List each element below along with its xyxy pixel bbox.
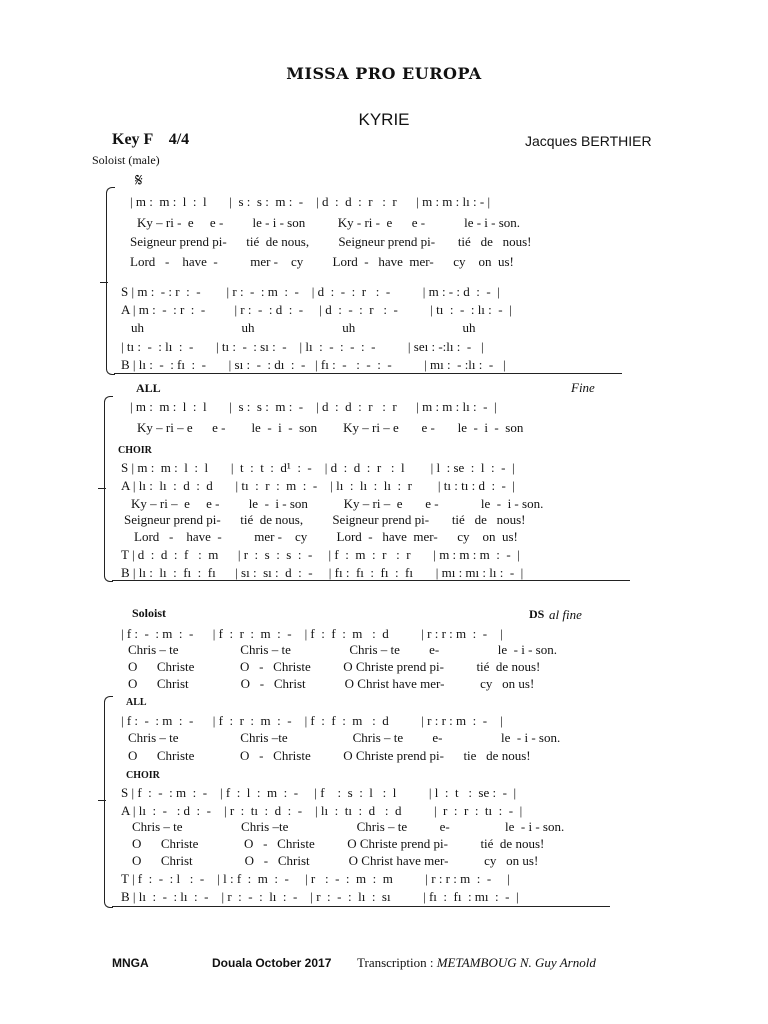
lyric-line-english: Lord - have - mer - cy Lord - have mer- cy on us! (130, 254, 514, 269)
choir-label: CHOIR (118, 445, 152, 456)
transcriber-name: METAMBOUG N. Guy Arnold (436, 955, 596, 970)
alto-line: A | lı : lı : d : d | tı : r : m : - | lı : lı : lı : r | tı : tı : d : - | (121, 478, 515, 493)
lyric-line-french: O Christe O - Christe O Christe prend pi- tié de nous! (128, 659, 541, 674)
soprano-line: S | f : - : m : - | f : l : m : - | f : s : l : l | l : t : se : - | (121, 785, 517, 800)
transcription-label: Transcription : (357, 955, 437, 970)
brace-point (100, 282, 108, 283)
alto-line: A | m : - : r : - | r : - : d : - | d : - : r : - | tı : - : lı : - | (121, 302, 512, 317)
system-rule (112, 906, 610, 907)
lyric-line-latin: Ky – ri - e e - le - i - son Ky - ri - e e - le - i - son. (137, 215, 521, 230)
lyric-line-latin: Chris – te Chris –te Chris – te e- le - i - son. (128, 730, 561, 745)
footer-transcription (357, 955, 596, 971)
system-rule (114, 373, 622, 374)
footer-initials: MNGA (112, 956, 149, 970)
fine-marker: Fine (571, 380, 595, 395)
brace-point (98, 800, 106, 801)
soprano-line: S | m : m : l : l | t : t : d¹ : - | d : d : r : l | l : se : l : - | (121, 460, 515, 475)
lyric-line-latin: Ky – ri – e e - le - i - son Ky – ri – e e - le - i - son (137, 420, 524, 435)
bass-line: B | lı : lı : fı : fı | sı : sı : d : - | fı : fı : fı : fı | mı : mı : lı : - | (121, 565, 524, 580)
alto-line: A | lı : - : d : - | r : tı : d : - | lı : tı : d : d | r : r : tı : - | (121, 803, 523, 818)
soloist-label: Soloist (male) (92, 153, 160, 167)
system-brace (104, 396, 113, 582)
choir-label: CHOIR (126, 770, 160, 781)
system-brace (104, 696, 113, 908)
all-label: ALL (136, 381, 161, 395)
tenor-line: | tı : - : lı : - | tı : - : sı : - | lı : - : - : - | seı : -:lı : - | (121, 339, 484, 354)
hum-lyric-line: uh uh uh uh (131, 320, 476, 335)
footer-date: Douala October 2017 (212, 956, 332, 970)
lyric-line-french: O Christe O - Christe O Christe prend pi- tié de nous! (132, 836, 545, 851)
lyric-line-english: Lord - have - mer - cy Lord - have mer- cy on us! (134, 529, 518, 544)
segno-icon: 𝄋 (135, 170, 143, 190)
lyric-line-french: O Christe O - Christe O Christe prend pi- tie de nous! (128, 748, 531, 763)
ds-marker: DS (529, 607, 545, 621)
soloist-label: Soloist (132, 606, 167, 620)
all-label: ALL (126, 697, 147, 708)
composer: Jacques BERTHIER (525, 133, 652, 149)
lyric-line-latin: Chris – te Chris –te Chris – te e- le - i - son. (132, 819, 565, 834)
lyric-line-french: Seigneur prend pi- tié de nous, Seigneur prend pi- tié de nous! (130, 234, 532, 249)
solfa-line: | m : m : l : l | s : s : m : - | d : d : r : r | m : m : lı : - | (130, 194, 491, 209)
bass-line: B | lı : - : fı : - | sı : - : dı : - | fı : - : - : - | mı : - :lı : - | (121, 357, 506, 372)
solfa-line: | m : m : l : l | s : s : m : - | d : d : r : r | m : m : lı : - | (130, 399, 497, 414)
tenor-line: T | d : d : f : m | r : s : s : - | f : m : r : r | m : m : m : - | (121, 547, 520, 562)
soprano-line: S | m : - : r : - | r : - : m : - | d : - : r : - | m : - : d : - | (121, 284, 500, 299)
lyric-line-english: O Christ O - Christ O Christ have mer- cy on us! (132, 853, 539, 868)
bass-line: B | lı : - : lı : - | r : - : lı : - | r : - : lı : sı | fı : fı : mı : - | (121, 889, 519, 904)
system-brace (106, 187, 115, 375)
solfa-line: | f : - : m : - | f : r : m : - | f : f : m : d | r : r : m : - | (121, 713, 503, 728)
lyric-line-latin: Ky – ri – e e - le - i - son Ky – ri – e e - le - i - son. (131, 496, 544, 511)
section-title: KYRIE (358, 110, 410, 129)
key-signature: Key F 4/4 (112, 131, 190, 148)
lyric-line-latin: Chris – te Chris – te Chris – te e- le - i - son. (128, 642, 557, 657)
lyric-line-french: Seigneur prend pi- tié de nous, Seigneur prend pi- tié de nous! (124, 512, 526, 527)
page-title: MISSA PRO EUROPA (286, 64, 482, 83)
solfa-line: | f : - : m : - | f : r : m : - | f : f : m : d | r : r : m : - | (121, 626, 503, 641)
lyric-line-english: O Christ O - Christ O Christ have mer- cy on us! (128, 676, 535, 691)
al-fine-marker: al fine (549, 607, 582, 622)
tenor-line: T | f : - : l : - | l : f : m : - | r : - : m : m | r : r : m : - | (121, 871, 511, 886)
brace-point (98, 488, 106, 489)
